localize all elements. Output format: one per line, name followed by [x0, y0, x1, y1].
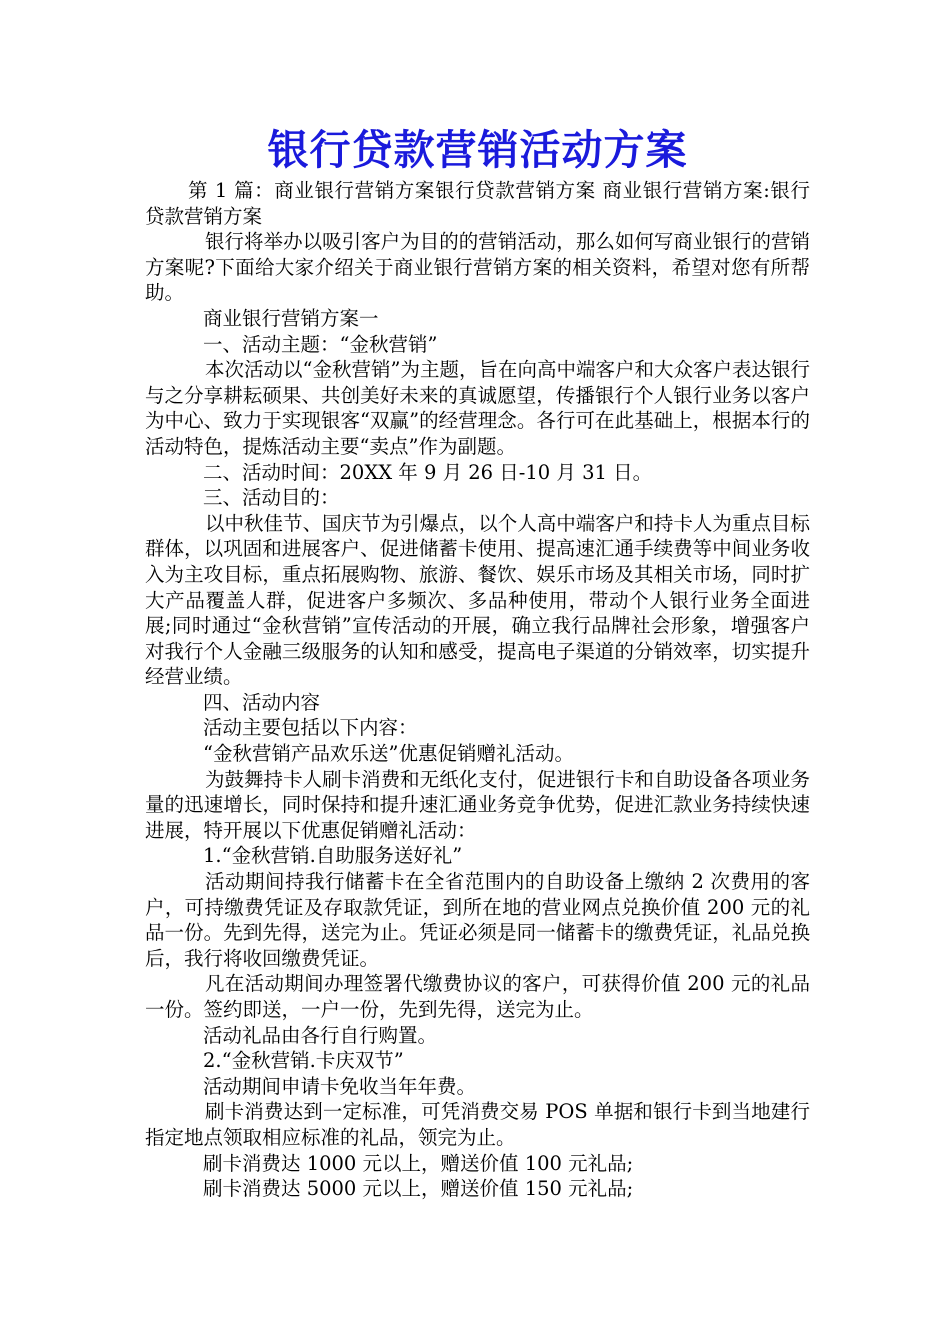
body-paragraph: 活动期间申请卡免收当年年费。	[203, 1074, 477, 1098]
body-paragraph: 第 1 篇：商业银行营销方案银行贷款营销方案 商业银行营销方案:银行贷款营销方案	[145, 179, 810, 228]
body-paragraph: 刷卡消费达 5000 元以上，赠送价值 150 元礼品;	[203, 1177, 634, 1201]
body-paragraph: 商业银行营销方案一	[203, 306, 379, 330]
document-page	[145, 122, 810, 1202]
document-body	[145, 178, 810, 1202]
body-paragraph: 凡在活动期间办理签署代缴费协议的客户，可获得价值 200 元的礼品一份。签约即送，一户一份，先到先得，送完为止。	[145, 972, 810, 1021]
body-paragraph: 银行将举办以吸引客户为目的的营销活动，那么如何写商业银行的营销方案呢?下面给大家介绍关于商业银行营销方案的相关资料，希望对您有所帮助。	[145, 230, 810, 305]
body-paragraph: 2.“金秋营销.卡庆双节”	[203, 1049, 404, 1073]
body-paragraph: 一、活动主题：“金秋营销”	[203, 332, 438, 356]
body-paragraph: 以中秋佳节、国庆节为引爆点，以个人高中端客户和持卡人为重点目标群体，以巩固和进展客户、促进储蓄卡使用、提高速汇通手续费等中间业务收入为主攻目标，重点拓展购物、旅游、餐饮、娱乐市场及其相关市场，同时扩大产品覆盖人群，促进客户多频次、多品种使用，带动个人银行业务全面进展;同时通过“金秋营销”宣传活动的开展，确立我行品牌社会形象，增强客户对我行个人金融三级服务的认知和感受，提高电子渠道的分销效率，切实提升经营业绩。	[145, 511, 810, 689]
body-paragraph: 活动主要包括以下内容：	[203, 716, 418, 740]
body-paragraph: “金秋营销产品欢乐送”优惠促销赠礼活动。	[203, 742, 574, 766]
body-paragraph: 本次活动以“金秋营销”为主题，旨在向高中端客户和大众客户表达银行与之分享耕耘硕果、共创美好未来的真诚愿望，传播银行个人银行业务以客户为中心、致力于实现银客“双赢”的经营理念。各行可在此基础上，根据本行的活动特色，提炼活动主要“卖点”作为副题。	[145, 358, 810, 458]
body-paragraph: 四、活动内容	[203, 690, 321, 714]
body-paragraph: 活动礼品由各行自行购置。	[203, 1023, 438, 1047]
body-paragraph: 1.“金秋营销.自助服务送好礼”	[203, 844, 463, 868]
document-title: 银行贷款营销活动方案	[267, 126, 688, 174]
body-paragraph: 刷卡消费达到一定标准，可凭消费交易 POS 单据和银行卡到当地建行指定地点领取相应标准的礼品，领完为止。	[145, 1100, 810, 1149]
body-paragraph: 刷卡消费达 1000 元以上，赠送价值 100 元礼品;	[203, 1151, 634, 1175]
body-paragraph: 二、活动时间：20XX 年 9 月 26 日-10 月 31 日。	[203, 460, 653, 484]
body-paragraph: 三、活动目的：	[203, 486, 340, 510]
body-paragraph: 为鼓舞持卡人刷卡消费和无纸化支付，促进银行卡和自助设备各项业务量的迅速增长，同时保持和提升速汇通业务竞争优势，促进汇款业务持续快速进展，特开展以下优惠促销赠礼活动：	[145, 767, 810, 842]
body-paragraph: 活动期间持我行储蓄卡在全省范围内的自助设备上缴纳 2 次费用的客户，可持缴费凭证及存取款凭证，到所在地的营业网点兑换价值 200 元的礼品一份。先到先得，送完为止。凭证必须是同一储蓄卡的缴费凭证，礼品兑换后，我行将收回缴费凭证。	[145, 870, 810, 970]
